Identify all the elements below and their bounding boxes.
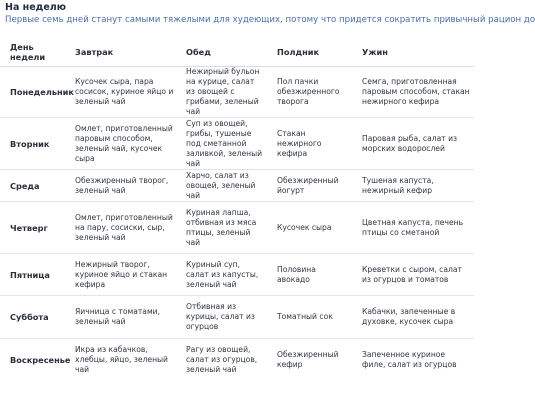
day-cell: Вторник [0,118,67,170]
day-cell: Четверг [0,202,67,254]
header-lunch: Обед [178,38,269,67]
header-dinner: Ужин [354,38,474,67]
day-cell: Среда [0,170,67,202]
table-row [0,202,474,254]
breakfast-cell: Омлет, приготовленный на пару, сосиски, сыр, зеленый чай [67,202,178,254]
dinner-cell: Цветная капуста, печень птицы со сметаной [354,202,474,254]
lunch-cell: Нежирный бульон на курице, салат из овощей с грибами, зеленый чай [178,67,269,118]
snack-cell: Стакан нежирного кефира [269,118,354,170]
lunch-cell: Харчо, салат из овощей, зеленый чай [178,170,269,202]
breakfast-cell: Кусочек сыра, пара сосисок, куриное яйцо и зеленый чай [67,67,178,118]
snack-cell: Кусочек сыра [269,202,354,254]
header-breakfast: Завтрак [67,38,178,67]
lunch-cell: Рагу из овощей, салат из огурцов, зеленый чай [186,344,258,374]
snack-cell: Половина авокадо [269,254,354,296]
header-day: День недели [0,38,67,67]
snack-cell: Обезжиренный кефир [277,349,339,369]
section-title: На неделю [5,2,66,13]
table-row [0,296,474,339]
table-row [0,118,474,170]
dinner-cell: Креветки с сыром, салат из огурцов и томатов [354,254,474,296]
snack-cell: Пол пачки обезжиренного творога [269,67,354,118]
lunch-cell: Куриная лапша, отбивная из мяса птицы, зеленый чай [178,202,269,254]
breakfast-cell: Омлет, приготовленный паровым способом, зеленый чай, кусочек сыра [67,118,178,170]
weekly-menu-table [0,38,474,380]
table-header-row [0,38,474,67]
table-row [0,67,474,118]
breakfast-cell: Икра из кабачков, хлебцы, яйцо, зеленый чай [75,344,168,374]
dinner-cell: Семга, приготовленная паровым способом, стакан нежирного кефира [354,67,474,118]
lunch-cell: Суп из овощей, грибы, тушеные под сметанной заливкой, зеленый чай [178,118,269,170]
dinner-cell: Тушеная капуста, нежирный кефир [354,170,474,202]
day-cell: Суббота [0,296,67,339]
dinner-cell: Запеченное куриное филе, салат из огурцов [362,349,457,369]
dinner-cell: Кабачки, запеченные в духовке, кусочек сыра [354,296,474,339]
lunch-cell: Куриный суп, салат из капусты, зеленый чай [178,254,269,296]
table-row [0,254,474,296]
snack-cell: Томатный сок [269,296,354,339]
table-row [0,170,474,202]
snack-cell: Обезжиренный йогурт [269,170,354,202]
breakfast-cell: Яичница с томатами, зеленый чай [67,296,178,339]
breakfast-cell: Нежирный творог, куриное яйцо и стакан кефира [67,254,178,296]
dinner-cell: Паровая рыба, салат из морских водорослей [354,118,474,170]
lunch-cell: Отбивная из курицы, салат из огурцов [178,296,269,339]
breakfast-cell: Обезжиренный творог, зеленый чай [67,170,178,202]
day-cell: Воскресенье [10,354,71,365]
header-snack: Полдник [269,38,354,67]
day-cell: Пятница [0,254,67,296]
day-cell: Понедельник [0,67,67,118]
table-row [0,339,474,381]
section-subtitle: Первые семь дней станут самыми тяжелыми для худеющих, потому что придется сократить привычный рацион до [5,15,535,25]
